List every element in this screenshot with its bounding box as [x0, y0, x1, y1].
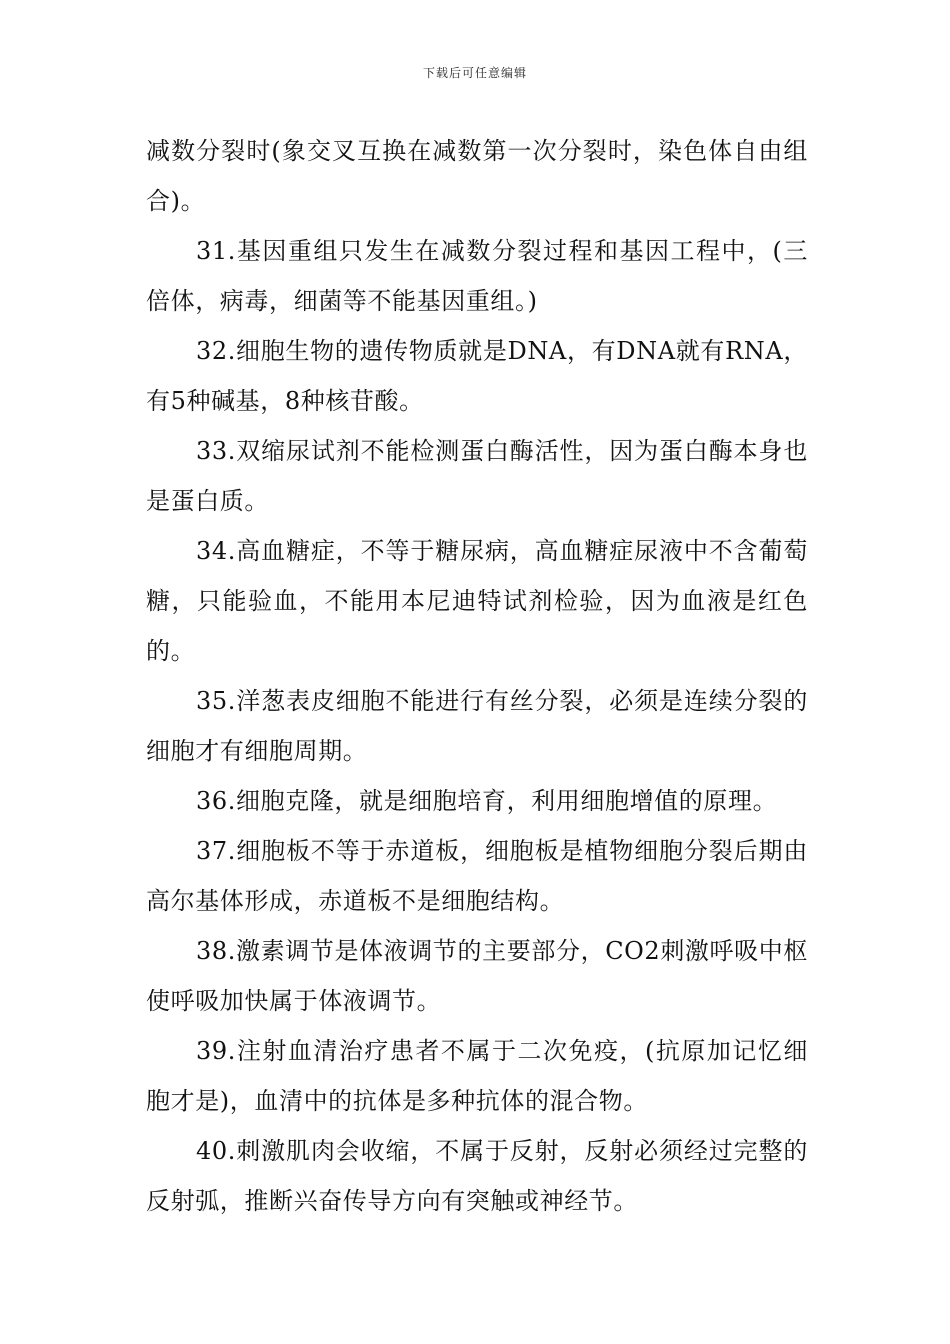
- paragraph-item-31: 31.基因重组只发生在减数分裂过程和基因工程中，(三倍体，病毒，细菌等不能基因重组。): [146, 237, 808, 315]
- paragraph-item-33: 33.双缩尿试剂不能检测蛋白酶活性，因为蛋白酶本身也是蛋白质。: [146, 437, 808, 515]
- page-header: 下载后可任意编辑: [422, 66, 527, 80]
- paragraph-item-39: 39.注射血清治疗患者不属于二次免疫，(抗原加记忆细胞才是)，血清中的抗体是多种抗体的混合物。: [146, 1037, 808, 1115]
- paragraph-item-32: 32.细胞生物的遗传物质就是DNA，有DNA就有RNA，有5种碱基，8种核苷酸。: [146, 337, 808, 415]
- paragraph-item-37: 37.细胞板不等于赤道板，细胞板是植物细胞分裂后期由高尔基体形成，赤道板不是细胞结构。: [146, 837, 808, 915]
- paragraph-item-38: 38.激素调节是体液调节的主要部分，CO2刺激呼吸中枢使呼吸加快属于体液调节。: [146, 937, 808, 1015]
- paragraph-item-34: 34.高血糖症，不等于糖尿病，高血糖症尿液中不含葡萄糖，只能验血，不能用本尼迪特试剂检验，因为血液是红色的。: [146, 537, 808, 665]
- document-body: [146, 126, 808, 1226]
- paragraph-continuation: 减数分裂时(象交叉互换在减数第一次分裂时，染色体自由组合)。: [146, 137, 808, 215]
- paragraph-item-36: 36.细胞克隆，就是细胞培育，利用细胞增值的原理。: [196, 787, 778, 815]
- paragraph-item-35: 35.洋葱表皮细胞不能进行有丝分裂，必须是连续分裂的细胞才有细胞周期。: [146, 687, 808, 765]
- paragraph-item-40: 40.刺激肌肉会收缩，不属于反射，反射必须经过完整的反射弧，推断兴奋传导方向有突触或神经节。: [146, 1137, 808, 1215]
